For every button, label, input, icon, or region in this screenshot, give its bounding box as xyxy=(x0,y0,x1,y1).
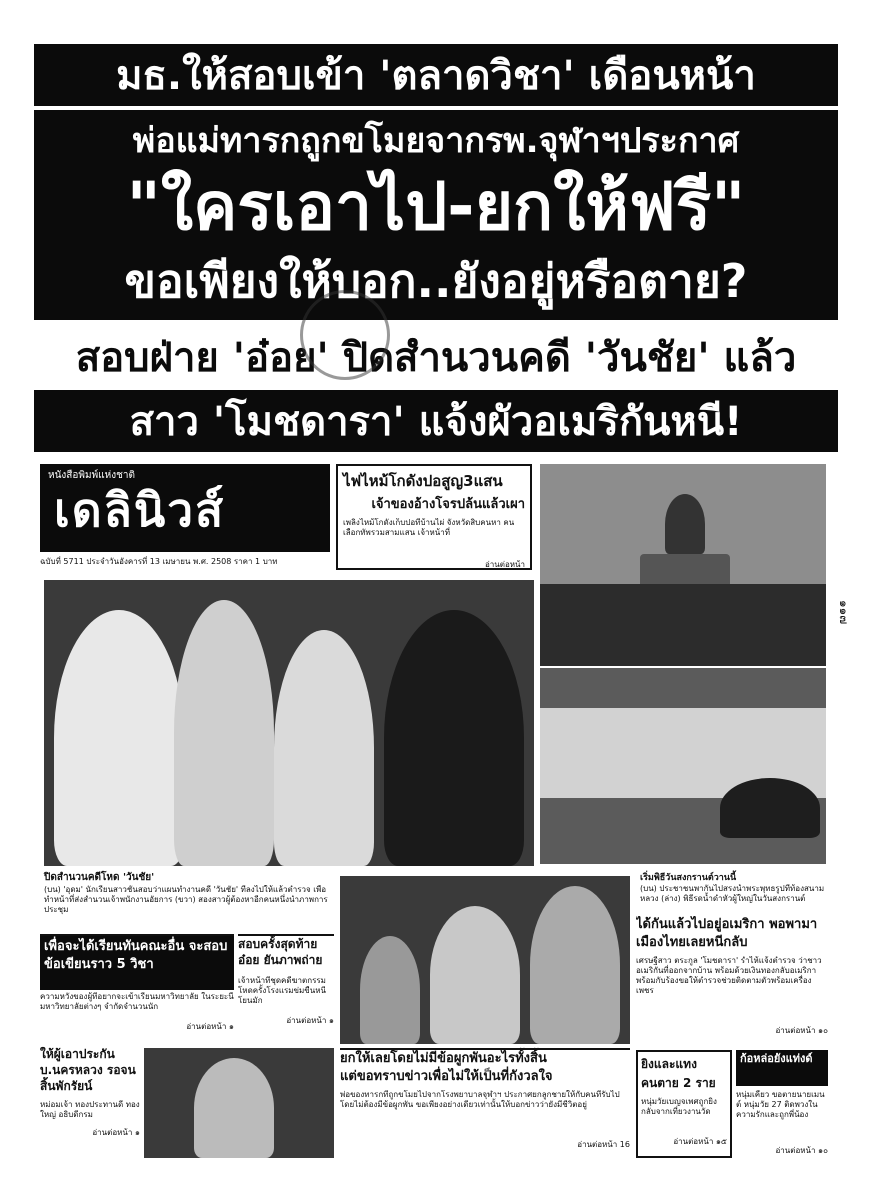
story-oy xyxy=(238,934,334,1042)
songkran-caption-title: เริ่มพิธีวันสงกรานต์วานนี้ xyxy=(640,873,737,883)
fire-story-body: เพลิงไหม้โกดังเก็บปอที่บ้านไผ่ จังหวัดสิบคนหา คนเลือกทัพรวมสามแสน เจ้าหน้าที่ xyxy=(343,518,515,537)
story-exam-title: เพื่อจะได้เรียนทันคณะอื่น จะสอบข้อเขียนราว 5 วิชา xyxy=(40,936,234,990)
kotoh-story-title: ก้อหล่อยังแท่งด์ xyxy=(736,1050,828,1086)
center-story-more[interactable]: อ่านต่อหน้า 16 xyxy=(577,1140,630,1149)
kotoh-story xyxy=(736,1050,828,1158)
center-story-title-1: ยกให้เลยโดยไม่มีข้อผูกพันอะไรทั้งสิ้น xyxy=(340,1051,547,1066)
masthead xyxy=(40,464,330,552)
fire-story-more[interactable]: อ่านต่อหน้า xyxy=(485,560,525,569)
shooting-story-body: หนุ่มวัยเบญจเพศถูกยิงกลับจากเที่ยวงานวัด xyxy=(641,1097,717,1116)
main-photo-caption-title: ปิดสำนวนคดีโหด 'วันชัย' xyxy=(44,872,155,883)
story-oy-body: เจ้าหน้าที่ชุดคดีฆาตกรรมโหดครั้งโรงแรมข่มขืนหนีโยนมัก xyxy=(238,976,326,1005)
center-story xyxy=(340,1048,630,1158)
fire-story-subtitle: เจ้าของอ้างโจรปล้นแล้วเผา xyxy=(371,497,525,512)
center-story-body: พ่อของทารกที่ถูกขโมยไปจากโรงพยาบาลจุฬาฯ ประกาศยกลูกชายให้กับคนที่รับไป โดยไม่ต้องมีข้อผูกพัน ขอเพียงอย่างเดียวเท่านั้นให้บอกข่าวว่ายังมีชีวิตอยู่ xyxy=(340,1090,620,1109)
headline-4: ขอเพียงให้บอก..ยังอยู่หรือตาย? xyxy=(124,254,748,308)
headline-5: สอบฝ่าย 'อ๋อย' ปิดสำนวนคดี 'วันชัย' แล้ว xyxy=(75,335,797,381)
songkran-caption-body: (บน) ประชาชนพากันไปสรงน้ำพระพุทธรูปที่ท้องสนามหลวง (ล่าง) พิธีรดน้ำดำหัวผู้ใหญ่ในวันสงกรานต์ xyxy=(640,884,825,903)
main-photo-caption xyxy=(44,870,334,930)
fire-story-box xyxy=(336,464,532,570)
right-story-more[interactable]: อ่านต่อหน้า ๑๐ xyxy=(775,1026,828,1035)
story-insurance-body: หม่อมเจ้า ทองประทานดี ทองใหญ่ อธิบดีกรม xyxy=(40,1100,140,1119)
fire-story-title: ไฟไหม้โกดังปอสูญ3แสน xyxy=(343,472,503,490)
story-exam-body: ความหวังของผู้ที่อยากจะเข้าเรียนมหาวิทยาลัย ในระยะนี้มหาวิทยาลัยต่างๆ จำกัดจำนวนนัก xyxy=(40,992,234,1011)
shooting-story-title-2: คนตาย 2 ราย xyxy=(641,1076,716,1090)
headline-6: สาว 'โมชดารา' แจ้งผัวอเมริกันหนี! xyxy=(34,390,838,452)
right-story-title: ได้กันแล้วไปอยู่อเมริกา พอพามาเมืองไทยเลยหนีกลับ xyxy=(636,917,818,950)
right-story xyxy=(636,916,828,1046)
kotoh-story-more[interactable]: อ่านต่อหน้า ๑๐ xyxy=(775,1146,828,1155)
headline-2: พ่อแม่ทารกถูกขโมยจากรพ.จุฬาฯประกาศ xyxy=(132,121,740,161)
story-insurance-more[interactable]: อ่านต่อหน้า ๑ xyxy=(92,1128,140,1137)
story-oy-title: สอบครั้งสุดท้าย อ๋อย ยันภาพถ่าย xyxy=(238,937,323,967)
songkran-temple-photo xyxy=(540,464,826,666)
grieving-woman-photo xyxy=(144,1048,334,1158)
center-story-title-2: แต่ขอทราบข่าวเพื่อไม่ให้เป็นที่กังวลใจ xyxy=(340,1069,553,1084)
songkran-caption xyxy=(640,870,830,914)
page-number: ๑๑๗ xyxy=(837,600,851,625)
main-photo-caption-body: (บน) 'อุดม' นักเรียนสาวชั้นสอบว่าแผนทำงานคดี 'วันชัย' ที่ลงไปให้แล้วตำรวจ เพื่อทำหน้าที่ส่งสำนวนเจ้าพนักงานอัยการ (ขวา) สองสาวผู้ต้องหาอีกคนหนึ่งนำภาพการประชุม xyxy=(44,885,328,914)
headline-1: มธ.ให้สอบเข้า 'ตลาดวิชา' เดือนหน้า xyxy=(34,44,838,106)
story-exam xyxy=(40,934,234,1042)
right-story-body: เศรษฐีสาว ตระกูล 'โมชดารา' ร่ำไห้แจ้งตำรวจ ว่าชาวอเมริกันที่ออกจากบ้าน พร้อมด้วยเงินทองกลับอเมริกา พร้อมกับร้องขอให้ตำรวจช่วยติดตามตัวพร้อมเครื่องเพชร xyxy=(636,956,822,995)
shooting-story-more[interactable]: อ่านต่อหน้า ๑๕ xyxy=(673,1137,727,1146)
masthead-tagline: หนังสือพิมพ์แห่งชาติ xyxy=(48,470,136,481)
main-photo xyxy=(44,580,534,866)
parents-photo xyxy=(340,876,630,1044)
masthead-name: เดลินิวส์ xyxy=(54,483,226,537)
masthead-info: ฉบับที่ 5711 ประจำวันอังคารที่ 13 เมษายน พ.ศ. 2508 ราคา 1 บาท xyxy=(40,557,278,566)
story-insurance xyxy=(40,1046,140,1158)
story-exam-more[interactable]: อ่านต่อหน้า ๑ xyxy=(186,1022,234,1031)
story-insurance-title: ให้ผู้เอาประกันบ.นครหลวง รอจนสิ้นพักรัยน์ xyxy=(40,1047,136,1093)
shooting-story-title-1: ยิงและแทง xyxy=(641,1057,697,1071)
songkran-crowd-photo xyxy=(540,668,826,864)
shooting-story xyxy=(636,1050,732,1158)
story-oy-more[interactable]: อ่านต่อหน้า ๑ xyxy=(286,1016,334,1025)
kotoh-story-body: หนุ่มเคี้ยว ขอตายนายเมนต์ หนุ่มวัย 27 ติดพวงในความรักและถูกพี่น้อง xyxy=(736,1090,825,1119)
headline-3: "ใครเอาไป-ยกให้ฟรี" xyxy=(126,168,746,245)
headline-block xyxy=(34,110,838,320)
official-stamp xyxy=(300,290,390,380)
